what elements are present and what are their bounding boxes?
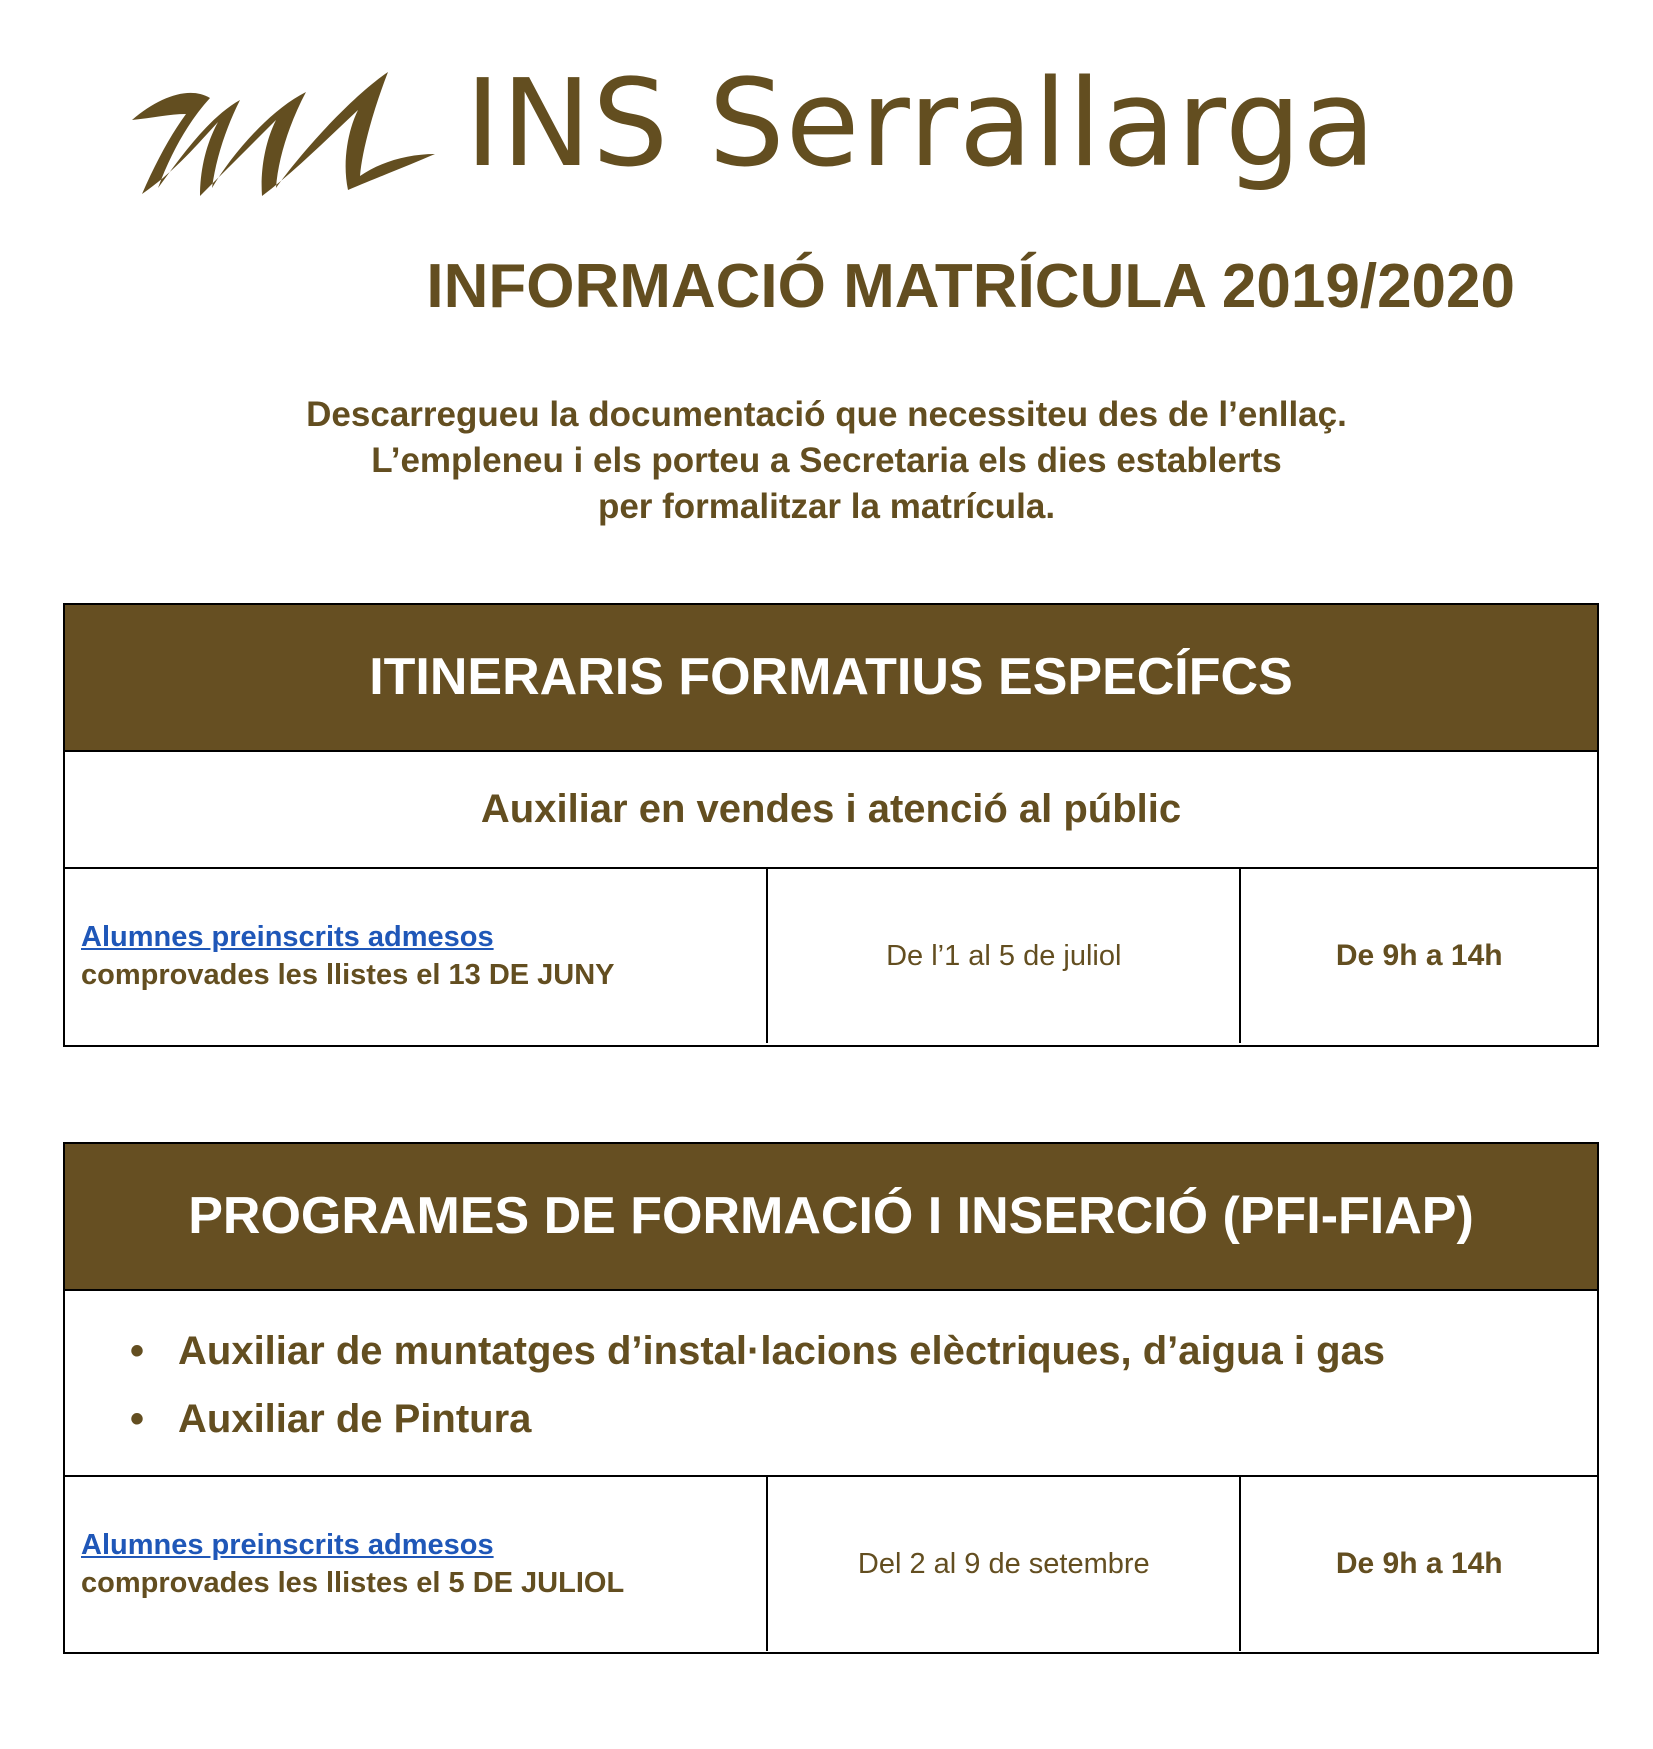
lists-note: comprovades les llistes el 13 DE JUNY [81, 959, 615, 991]
admission-cell [65, 1477, 768, 1651]
intro-line: Descarregueu la documentació que necessiteu des de l’enllaç. [306, 395, 1347, 434]
school-logo [130, 48, 1530, 198]
admission-cell [65, 869, 768, 1043]
section-itineraris [63, 603, 1599, 1047]
schedule-row [65, 1477, 1597, 1651]
bullet-icon: • [130, 1397, 145, 1441]
enrollment-dates: De l’1 al 5 de juliol [886, 939, 1122, 972]
enrollment-hours: De 9h a 14h [1335, 939, 1503, 972]
school-name: INS Serrallarga [465, 55, 1377, 194]
lists-note: comprovades les llistes el 5 DE JULIOL [81, 1567, 625, 1599]
dates-cell [768, 869, 1241, 1043]
hours-cell [1241, 869, 1597, 1043]
program-name: Auxiliar de Pintura [178, 1397, 532, 1441]
schedule-row [65, 869, 1597, 1043]
enrollment-hours: De 9h a 14h [1335, 1547, 1503, 1580]
admitted-students-link[interactable]: Alumnes preinscrits admesos [81, 1529, 494, 1561]
program-name: Auxiliar en vendes i atenció al públic [65, 752, 1597, 869]
dates-cell [768, 1477, 1241, 1651]
page-title: INFORMACIÓ MATRÍCULA 2019/2020 [426, 252, 1515, 321]
list-item [130, 1385, 1597, 1453]
list-item [130, 1317, 1597, 1385]
admitted-students-link[interactable]: Alumnes preinscrits admesos [81, 921, 494, 953]
section-header: PROGRAMES DE FORMACIÓ I INSERCIÓ (PFI-FIAP) [65, 1144, 1597, 1291]
intro-line: L’empleneu i els porteu a Secretaria els dies establerts [371, 441, 1282, 480]
bullet-icon: • [130, 1329, 145, 1373]
program-list [65, 1291, 1597, 1477]
serrallarga-logo-icon [130, 58, 440, 198]
section-pfi-fiap [63, 1142, 1599, 1654]
intro-text [0, 392, 1653, 530]
section-header: ITINERARIS FORMATIUS ESPECÍFCS [65, 605, 1597, 752]
hours-cell [1241, 1477, 1597, 1651]
intro-line: per formalitzar la matrícula. [597, 487, 1056, 526]
program-name: Auxiliar de muntatges d’instal·lacions elèctriques, d’aigua i gas [178, 1329, 1385, 1373]
enrollment-dates: Del 2 al 9 de setembre [857, 1547, 1150, 1580]
